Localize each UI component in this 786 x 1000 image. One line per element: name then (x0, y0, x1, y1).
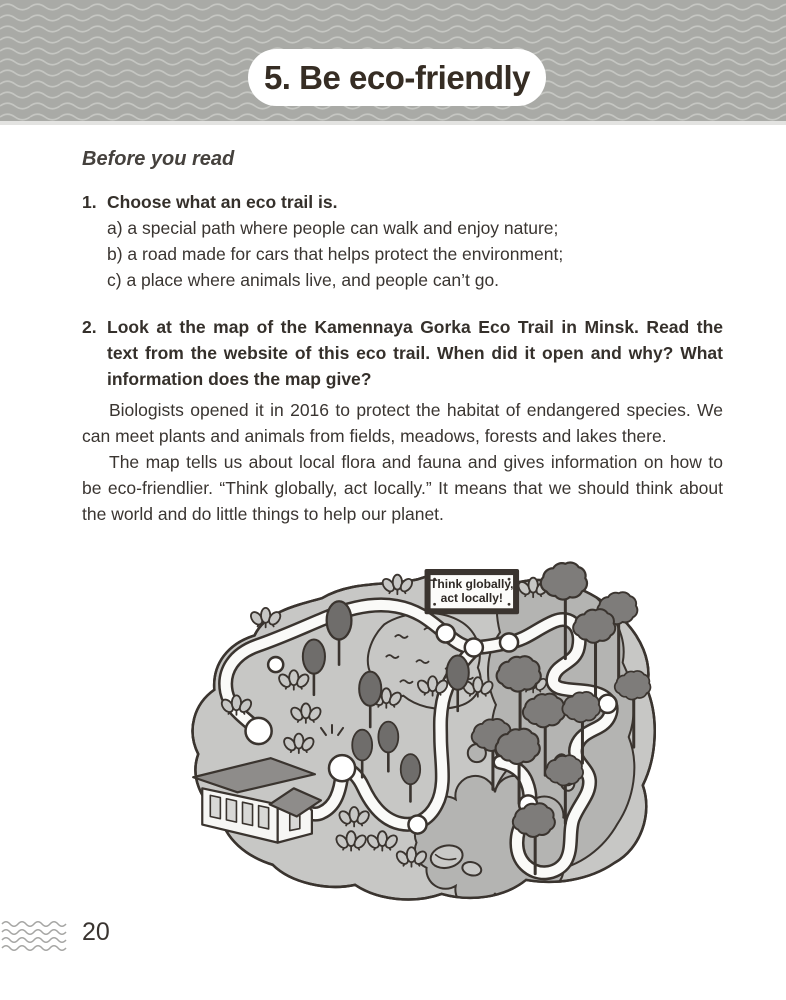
footer-waves-icon (0, 919, 76, 955)
sign-text-line1: Think globally, (430, 577, 514, 592)
exercise-2 (82, 314, 723, 392)
exercise-1-prompt: Choose what an eco trail is. (107, 192, 338, 212)
option-c: c) a place where animals live, and people can’t go. (107, 270, 500, 290)
exercise-1-number: 1. (82, 192, 97, 212)
page-number: 20 (82, 918, 110, 946)
section-heading: Before you read (82, 148, 235, 170)
option-b: b) a road made for cars that helps protect the environment; (107, 244, 564, 264)
option-a: a) a special path where people can walk and enjoy nature; (107, 218, 559, 238)
exercise-2-prompt: Look at the map of the Kamennaya Gorka Eco Trail in Minsk. Read the text from the website of this eco trail. When did it open and why? What information does the map give? (107, 317, 723, 389)
unit-banner (0, 0, 786, 125)
reading-paragraph-1: Biologists opened it in 2016 to protect the habitat of endangered species. We can meet plants and animals from fields, meadows, forests and lakes there. (82, 400, 723, 446)
exercise-1-options (107, 215, 723, 293)
exercise-1 (82, 189, 723, 293)
reading-paragraph-2: The map tells us about local flora and fauna and gives information on how to be eco-friendlier. “Think globally, act locally.” It means that we should think about the world and do little things to help our planet. (82, 452, 723, 524)
sign-text-line2: act locally! (440, 591, 503, 606)
eco-trail-map-svg (172, 560, 664, 908)
unit-title: 5. Be eco-friendly (248, 49, 546, 106)
trail-sign (425, 569, 520, 614)
eco-trail-map-illustration (172, 560, 664, 908)
lesson-content (82, 146, 723, 527)
exercise-2-number: 2. (82, 317, 97, 337)
